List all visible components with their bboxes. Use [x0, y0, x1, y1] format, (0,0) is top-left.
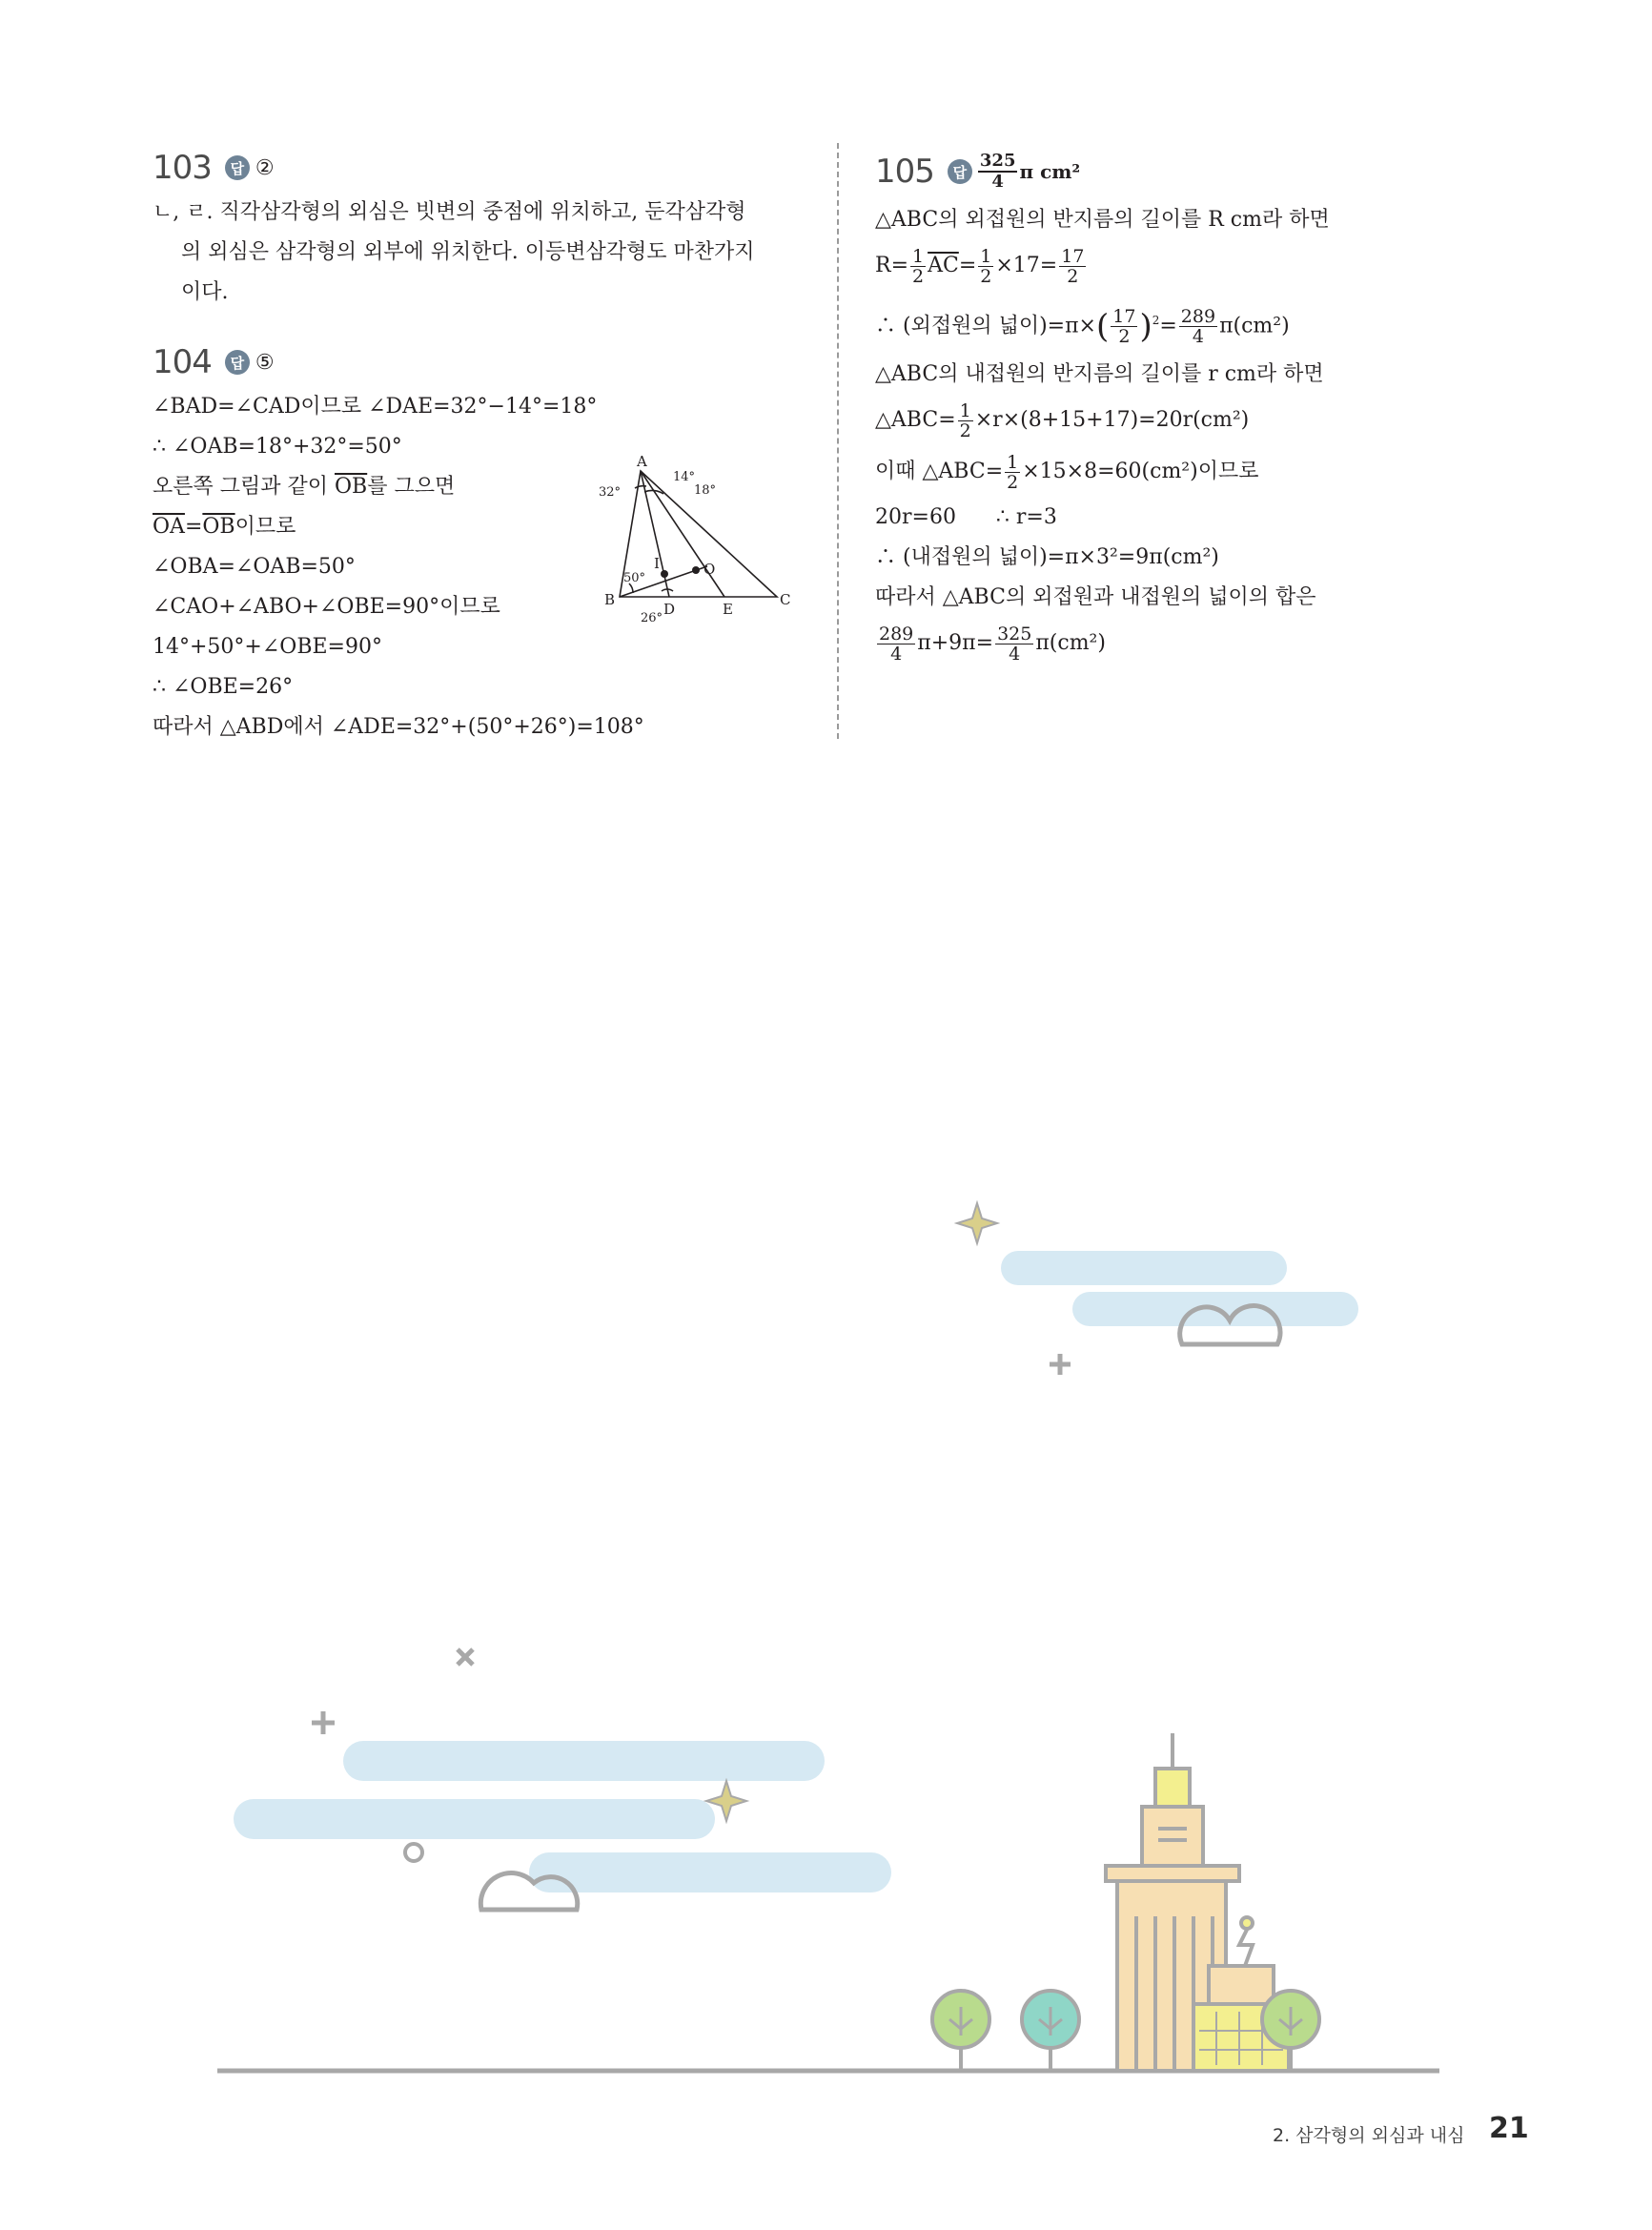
- text: △ABC=: [875, 408, 956, 433]
- denominator: 2: [1118, 325, 1131, 347]
- cloud-band-icon: [234, 1741, 891, 1892]
- answer-value: ⑤: [255, 350, 275, 375]
- answer-unit: π cm²: [1019, 160, 1081, 183]
- segment-ac: $\overline{AC}$: [928, 254, 959, 277]
- close-x-icon: [458, 1649, 473, 1665]
- answer-badge: 답: [948, 159, 972, 184]
- equals: =: [184, 515, 203, 539]
- solution-line: 의 외심은 삼각형의 외부에 위치한다. 이등변삼각형도 마찬가지: [181, 240, 755, 264]
- text: ×15×8=60(cm²)이므로: [1022, 460, 1259, 484]
- text: π+9π=: [917, 631, 994, 656]
- label-o: O: [704, 561, 716, 578]
- problem-number: 104: [153, 343, 212, 381]
- solution-line: ∠BAD=∠CAD이므로 ∠DAE=32°−14°=18°: [153, 395, 598, 419]
- denominator: 2: [980, 265, 992, 287]
- numerator: 17: [1112, 305, 1136, 327]
- cloud-band-icon: [1001, 1251, 1358, 1326]
- paren: (: [1096, 307, 1110, 346]
- text: ×17=: [995, 254, 1058, 277]
- solution-line: ∴ ∠OAB=18°+32°=50°: [153, 435, 402, 459]
- angle-18: 18°: [694, 483, 717, 498]
- plus-icon: [1050, 1354, 1071, 1375]
- text: π(cm²): [1035, 631, 1106, 656]
- numerator: 1: [912, 245, 925, 267]
- label-d: D: [663, 601, 676, 618]
- problem-number: 103: [153, 149, 212, 187]
- segment-ob: $\overline{OB}$: [202, 515, 235, 539]
- paren: ): [1139, 307, 1152, 346]
- text: π(cm²): [1219, 314, 1290, 338]
- solution-line: ∴ (내접원의 넓이)=π×3²=9π(cm²): [875, 545, 1219, 570]
- segment-ob: $\overline{OB}$: [335, 475, 368, 499]
- denominator: 2: [959, 419, 971, 441]
- denominator: 4: [1009, 643, 1021, 665]
- plus-icon: [312, 1711, 335, 1734]
- angle-26: 26°: [641, 611, 663, 624]
- answer-badge: 답: [225, 155, 250, 180]
- label-c: C: [780, 591, 791, 608]
- solution-line: 따라서 △ABC의 외접원과 내접원의 넓이의 합은: [875, 585, 1316, 610]
- solution-line: ∠OBA=∠OAB=50°: [153, 555, 356, 579]
- angle-32: 32°: [599, 485, 622, 500]
- page-number: 21: [1489, 2112, 1529, 2145]
- numerator: 1: [980, 245, 992, 267]
- text: 이때 △ABC=: [875, 460, 1004, 484]
- exponent: 2: [1152, 314, 1160, 327]
- denominator: 4: [991, 172, 1004, 192]
- label-i: I: [654, 555, 660, 572]
- solution-line: ㄴ, ㄹ. 직각삼각형의 외심은 빗변의 중점에 위치하고, 둔각삼각형: [153, 200, 746, 224]
- numerator: 289: [1180, 305, 1216, 327]
- solution-line: △ABC의 외접원의 반지름의 길이를 R cm라 하면: [875, 208, 1330, 232]
- solution-line: 14°+50°+∠OBE=90°: [153, 635, 382, 659]
- numerator: 325: [997, 623, 1032, 644]
- denominator: 2: [912, 265, 925, 287]
- answer-value: ②: [255, 155, 275, 180]
- text: 오른쪽 그림과 같이: [153, 475, 335, 499]
- numerator: 1: [959, 399, 971, 421]
- problem-number: 105: [875, 153, 934, 191]
- solution-line: ∠CAO+∠ABO+∠OBE=90°이므로: [153, 595, 500, 619]
- denominator: 4: [1192, 325, 1204, 347]
- label-e: E: [723, 601, 733, 618]
- tree-icon: [1022, 1991, 1079, 2071]
- chapter-title: 2. 삼각형의 외심과 내심: [1273, 2125, 1465, 2146]
- circle-icon: [405, 1844, 422, 1861]
- text: =: [1159, 314, 1177, 338]
- tree-icon: [932, 1991, 989, 2071]
- solution-line: △ABC의 내접원의 반지름의 길이를 r cm라 하면: [875, 362, 1324, 387]
- text: ×r×(8+15+17)=20r(cm²): [974, 408, 1250, 433]
- text: 를 그으면: [367, 475, 456, 499]
- solution-line: 따라서 △ABD에서 ∠ADE=32°+(50°+26°)=108°: [153, 715, 644, 739]
- answer-badge: 답: [225, 350, 250, 375]
- solution-line: 20r=60 ∴ r=3: [875, 505, 1057, 530]
- angle-50: 50°: [623, 571, 646, 585]
- sparkle-icon: [957, 1203, 997, 1243]
- text: ∴ (외접원의 넓이)=π×: [875, 314, 1096, 338]
- label-a: A: [637, 453, 647, 470]
- label-b: B: [604, 591, 616, 608]
- numerator: 289: [879, 623, 914, 644]
- denominator: 2: [1007, 471, 1019, 493]
- numerator: 325: [979, 151, 1016, 171]
- text: =: [958, 254, 977, 277]
- text: R=: [875, 254, 908, 277]
- solution-line: 이다.: [181, 280, 229, 304]
- segment-oa: $\overline{OA}$: [153, 515, 185, 539]
- denominator: 4: [890, 643, 903, 665]
- denominator: 2: [1067, 265, 1079, 287]
- numerator: 17: [1061, 245, 1085, 267]
- angle-14: 14°: [673, 470, 696, 484]
- text: 이므로: [235, 515, 296, 539]
- solution-line: ∴ ∠OBE=26°: [153, 675, 294, 699]
- numerator: 1: [1007, 451, 1019, 473]
